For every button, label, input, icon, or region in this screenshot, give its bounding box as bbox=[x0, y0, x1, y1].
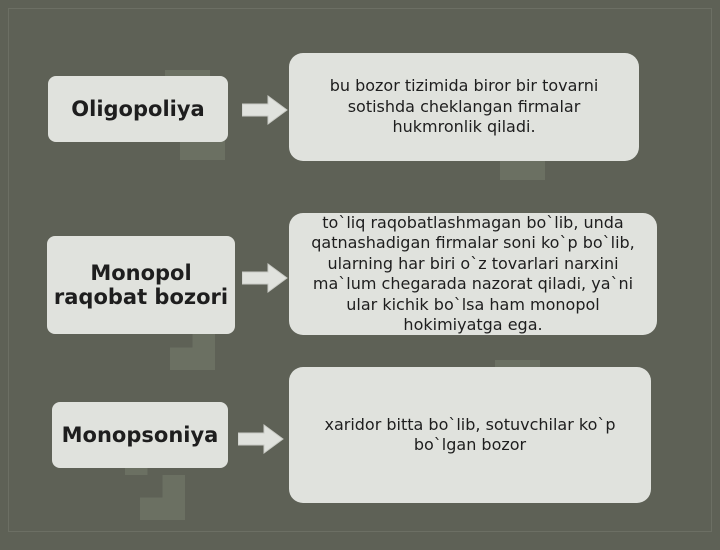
term-label: Monopol raqobat bozori bbox=[53, 261, 229, 309]
arrow-right-icon bbox=[242, 263, 288, 293]
term-box bbox=[47, 236, 235, 334]
term-label: Oligopoliya bbox=[71, 97, 205, 121]
arrow-right-icon bbox=[238, 424, 284, 454]
description-text: bu bozor tizimida biror bir tovarni sotishda cheklangan firmalar hukmronlik qiladi. bbox=[329, 76, 599, 137]
term-box bbox=[52, 402, 228, 468]
arrow-right-icon bbox=[242, 95, 288, 125]
description-text: to`liq raqobatlashmagan bo`lib, unda qatnashadigan firmalar soni ko`p bo`lib, ularning har biri o`z tovarlari narxini ma`lum chegarada nazorat qiladi, ya`ni ular kichik bo`lsa ham monopol hokimiyatga ega. bbox=[311, 212, 635, 334]
term-box bbox=[48, 76, 228, 142]
description-box bbox=[289, 367, 651, 503]
description-box bbox=[289, 53, 639, 161]
description-text: xaridor bitta bo`lib, sotuvchilar ko`p bo`lgan bozor bbox=[324, 414, 616, 454]
description-box bbox=[289, 213, 657, 335]
term-label: Monopsoniya bbox=[61, 423, 219, 447]
